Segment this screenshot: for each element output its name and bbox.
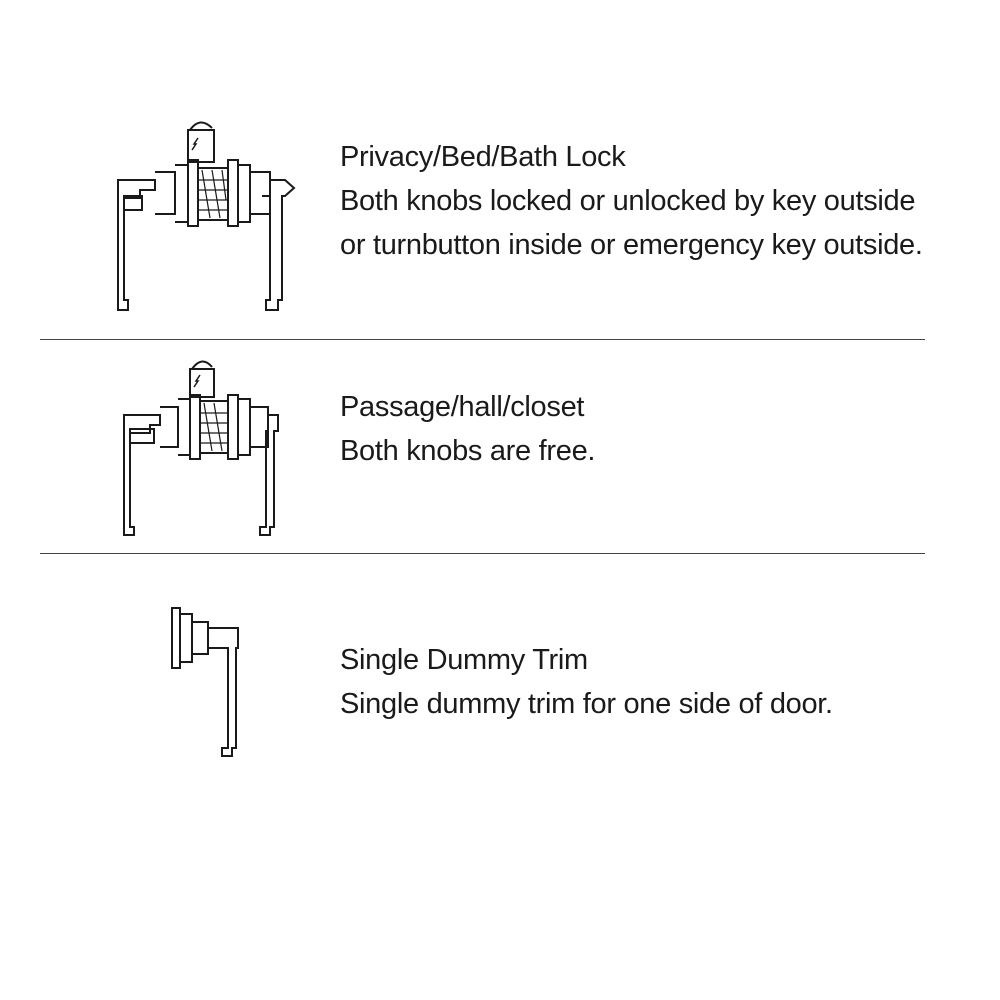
section-dummy-text xyxy=(340,638,833,726)
section-title: Privacy/Bed/Bath Lock xyxy=(340,141,626,173)
section-privacy-text xyxy=(340,135,923,267)
section-passage-text xyxy=(340,385,595,473)
section-title: Passage/hall/closet xyxy=(340,391,585,423)
divider xyxy=(40,339,925,340)
section-line: or turnbutton inside or emergency key outside. xyxy=(340,229,923,261)
section-line: Both knobs are free. xyxy=(340,435,596,467)
divider xyxy=(40,553,925,554)
dummy-trim-icon xyxy=(160,600,260,765)
section-line: Single dummy trim for one side of door. xyxy=(340,688,833,720)
passage-lockset-icon xyxy=(110,355,300,545)
section-line: Both knobs locked or unlocked by key outside xyxy=(340,185,916,217)
section-title: Single Dummy Trim xyxy=(340,644,588,676)
privacy-lockset-icon xyxy=(100,110,300,320)
